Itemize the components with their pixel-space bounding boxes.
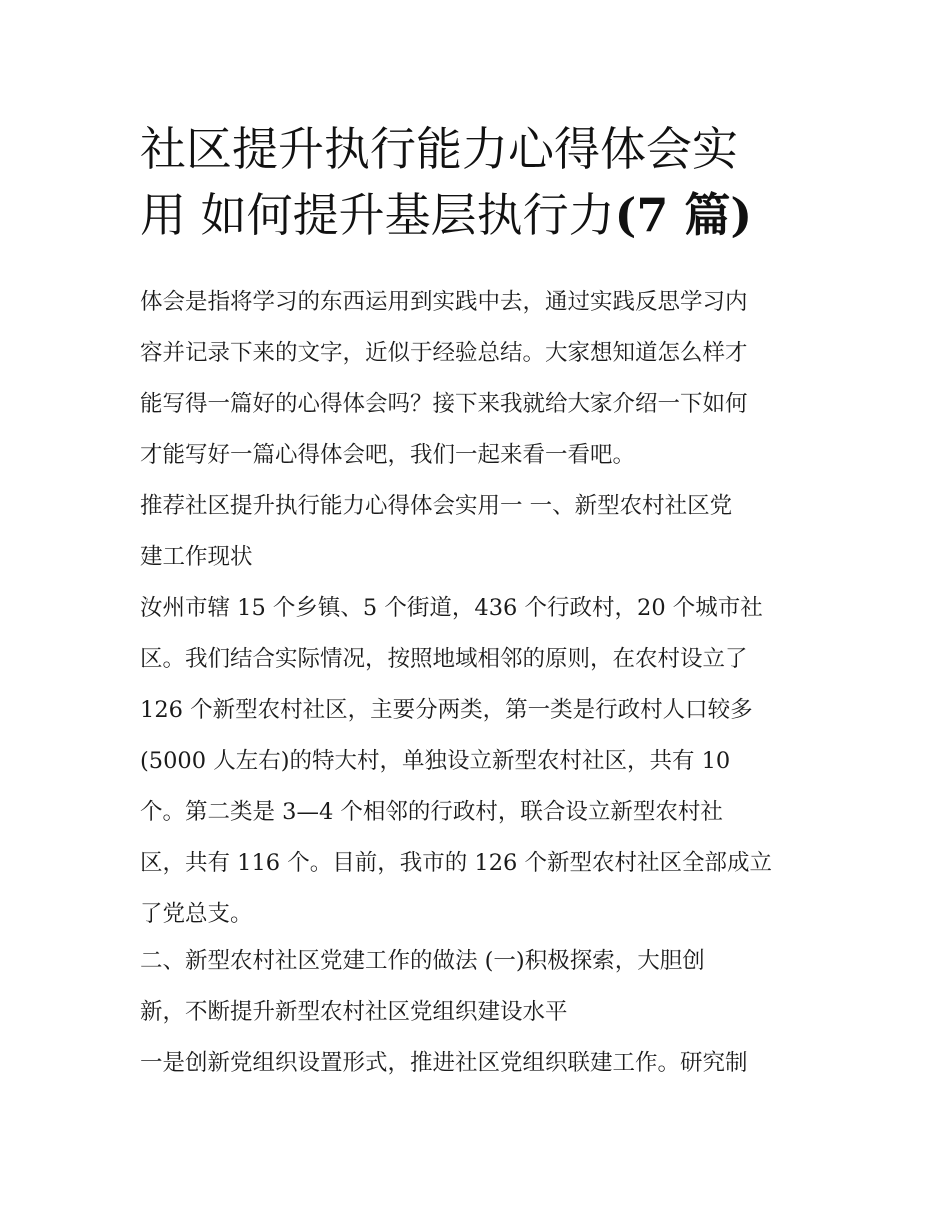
- body-line: 能写得一篇好的心得体会吗？接下来我就给大家介绍一下如何: [140, 391, 748, 417]
- body-line: 区。我们结合实际情况，按照地域相邻的原则，在农村设立了: [140, 646, 748, 672]
- body-line: 区，共有 116 个。目前，我市的 126 个新型农村社区全部成立: [140, 850, 773, 876]
- title-text-1: 社区提升执行能力心得体会实: [140, 122, 738, 176]
- body-line: 126 个新型农村社区，主要分两类，第一类是行政村人口较多: [140, 697, 753, 723]
- document-title-line-1: [140, 116, 840, 182]
- body-line: 体会是指将学习的东西运用到实践中去，通过实践反思学习内: [140, 289, 748, 315]
- body-line: 了党总支。: [140, 901, 253, 927]
- title-text-2a: 用 如何提升基层执行力: [140, 188, 615, 242]
- body-line: 汝州市辖 15 个乡镇、5 个街道，436 个行政村，20 个城市社: [140, 595, 763, 621]
- body-line: 新，不断提升新型农村社区党组织建设水平: [140, 999, 568, 1025]
- body-line: 推荐社区提升执行能力心得体会实用一 一、新型农村社区党: [140, 493, 733, 519]
- body-line: 建工作现状: [140, 544, 253, 570]
- body-line: (5000 人左右)的特大村，单独设立新型农村社区，共有 10: [140, 748, 731, 774]
- body-line: 个。第二类是 3—4 个相邻的行政村，联合设立新型农村社: [140, 799, 723, 825]
- body-line: 二、新型农村社区党建工作的做法 (一)积极探索，大胆创: [140, 948, 705, 974]
- document-title-line-2: [140, 182, 840, 248]
- title-text-2b: (7 篇): [614, 188, 753, 242]
- body-line: 容并记录下来的文字，近似于经验总结。大家想知道怎么样才: [140, 340, 748, 366]
- body-line: 才能写好一篇心得体会吧，我们一起来看一看吧。: [140, 442, 636, 468]
- body-line: 一是创新党组织设置形式，推进社区党组织联建工作。研究制: [140, 1050, 748, 1076]
